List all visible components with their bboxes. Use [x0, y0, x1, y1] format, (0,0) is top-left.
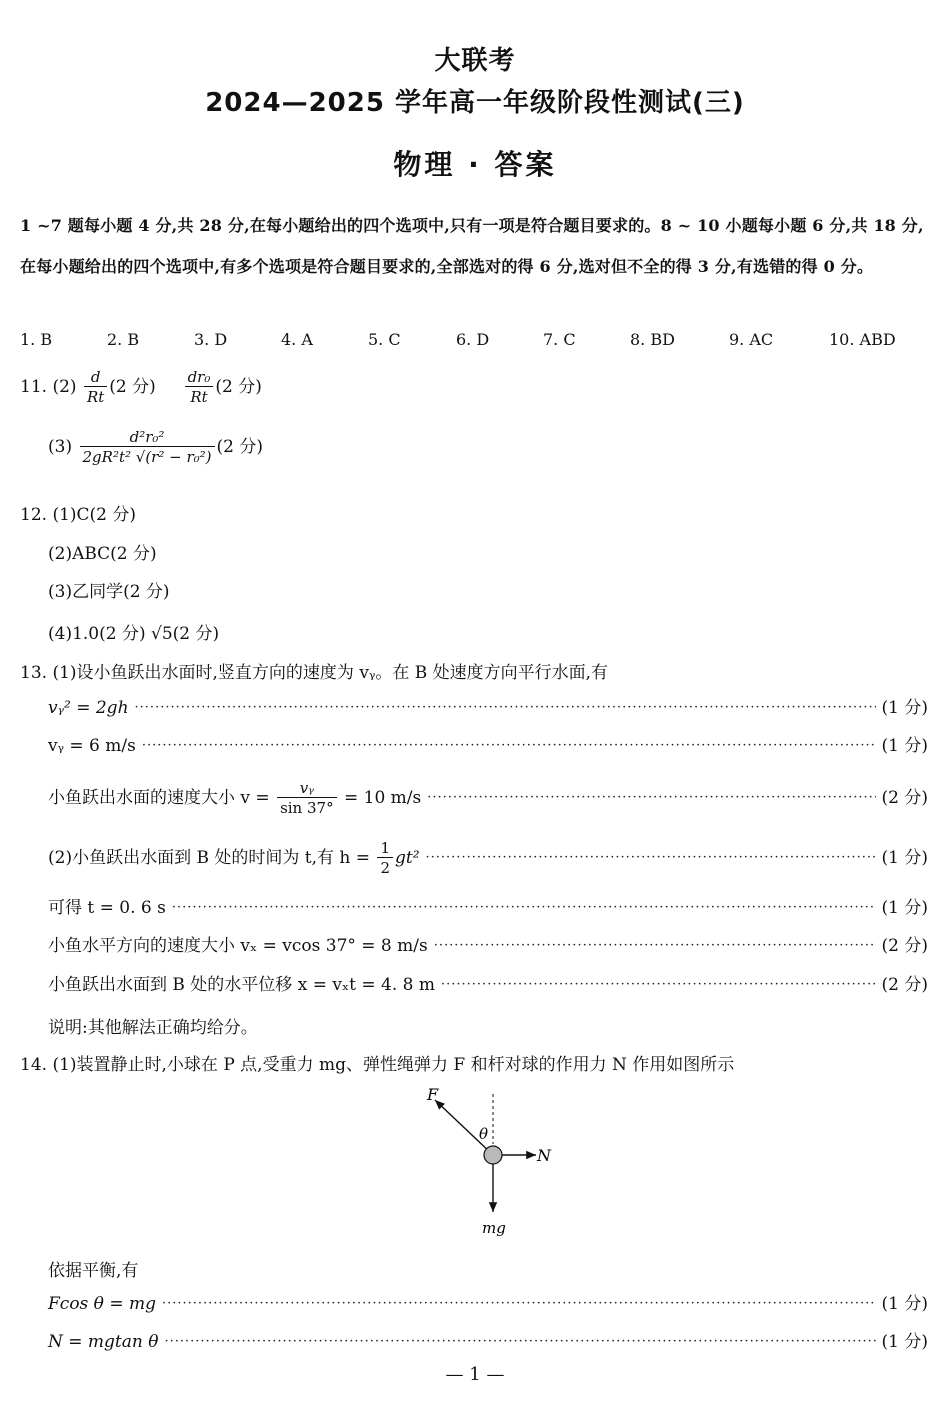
- force-diagram: [415, 1082, 575, 1242]
- q13-eq2-row: [48, 734, 928, 758]
- q14-eq1-row: [48, 1292, 928, 1316]
- q13-eq2-score: (1 分): [881, 736, 928, 756]
- q13-eq3: 小鱼跃出水面的速度大小 v = $\frac{\text{vᵧ}}{\sin 37^\circ}$ = 10 m/s: [48, 778, 422, 817]
- q13-intro: 13. (1)设小鱼跃出水面时,竖直方向的速度为 vᵧ。在 B 处速度方向平行水面,有: [20, 663, 609, 683]
- q11-p3-tag: (3): [48, 437, 73, 457]
- dot-leader: [162, 1292, 876, 1316]
- q14-label: 14.: [20, 1055, 48, 1075]
- q11-part3: [48, 428, 263, 467]
- q11-part2: [20, 368, 262, 407]
- q14-eq2: N = mgtan θ: [48, 1332, 159, 1352]
- q14-intro: 14. (1)装置静止时,小球在 P 点,受重力 mg、弹性绳弹力 F 和杆对球的作用力 N 作用如图所示: [20, 1055, 735, 1075]
- q13-eq7-row: [48, 973, 928, 997]
- q14-eq1: Fcos θ = mg: [48, 1294, 156, 1314]
- q13-eq3-score: (2 分): [881, 788, 928, 808]
- mc-answer-1: 1. B: [20, 330, 53, 349]
- q13-eq6-row: [48, 934, 928, 958]
- mc-answer-6: 6. D: [456, 330, 490, 349]
- q12-item-2: (2)ABC(2 分): [48, 544, 157, 564]
- mc-answer-8: 8. BD: [630, 330, 675, 349]
- label-theta: θ: [479, 1125, 489, 1143]
- q11-p2-tag: (2): [52, 377, 77, 397]
- q14-eq2-score: (1 分): [881, 1332, 928, 1352]
- dot-leader: [427, 786, 875, 810]
- label-n: N: [537, 1146, 551, 1165]
- dot-leader: [164, 1330, 875, 1354]
- q12-item-1: 12. (1)C(2 分): [20, 505, 137, 525]
- q13-eq7: 小鱼跃出水面到 B 处的水平位移 x = vₓt = 4. 8 m: [48, 975, 435, 995]
- q13-eq5: 可得 t = 0. 6 s: [48, 898, 166, 918]
- exam-title: 2024—2025 学年高一年级阶段性测试(三): [205, 88, 745, 118]
- mc-answer-9: 9. AC: [729, 330, 774, 349]
- q13-eq3-frac: $\frac{\text{vᵧ}}{\sin 37^\circ}$: [277, 779, 337, 818]
- q13-eq4-row: [48, 838, 928, 877]
- mc-answer-2: 2. B: [107, 330, 140, 349]
- q13-eq3-row: [48, 778, 928, 817]
- q13-eq4: (2)小鱼跃出水面到 B 处的时间为 t,有 h = $\frac{1}{2}$ gt²: [48, 838, 420, 877]
- q14-eq2-row: [48, 1330, 928, 1354]
- q13-eq2: vᵧ = 6 m/s: [48, 736, 136, 756]
- label-f: F: [427, 1085, 439, 1104]
- dot-leader: [135, 696, 876, 720]
- label-mg: mg: [482, 1219, 506, 1237]
- q13-note: 说明:其他解法正确均给分。: [48, 1018, 258, 1038]
- exam-org-title: 大联考: [434, 46, 516, 76]
- dot-leader: [172, 896, 876, 920]
- q11-p2-frac-b: $\frac{\text{dr₀}}{Rt}$: [185, 368, 214, 407]
- mc-answer-5: 5. C: [368, 330, 401, 349]
- q13-eq5-score: (1 分): [881, 898, 928, 918]
- q13-eq1-score: (1 分): [881, 698, 928, 718]
- q13-eq6-score: (2 分): [881, 936, 928, 956]
- q11-p3-score: (2 分): [216, 437, 263, 457]
- q12-item-4: (4)1.0(2 分) √5(2 分): [48, 624, 220, 644]
- q13-eq4-score: (1 分): [881, 848, 928, 868]
- ball: [484, 1146, 502, 1164]
- q14-eq1-score: (1 分): [881, 1294, 928, 1314]
- q11-p2-a-score: (2 分): [109, 377, 156, 397]
- mc-answer-3: 3. D: [194, 330, 228, 349]
- mc-answer-10: 10. ABD: [829, 330, 896, 349]
- q11-label: 11.: [20, 377, 48, 397]
- q13-eq6: 小鱼水平方向的速度大小 vₓ = vcos 37° = 8 m/s: [48, 936, 428, 956]
- q12-label: 12.: [20, 505, 48, 525]
- q13-eq1-row: [48, 696, 928, 720]
- q11-p2-frac-a: $\frac{d}{Rt}$: [84, 368, 107, 407]
- q11-p3-frac: $\frac{\text{d²r₀²}}{\text{2gR²t² √(r² − r₀²)}}$: [80, 428, 215, 467]
- dot-leader: [434, 934, 876, 958]
- dot-leader: [142, 734, 876, 758]
- q13-label: 13.: [20, 663, 48, 683]
- q12-item-3: (3)乙同学(2 分): [48, 582, 170, 602]
- q13-eq1: vᵧ² = 2gh: [48, 698, 129, 718]
- dot-leader: [441, 973, 876, 997]
- page-number: — 1 —: [445, 1364, 505, 1385]
- q13-eq4-frac: $\frac{1}{2}$: [377, 839, 393, 878]
- mc-answer-7: 7. C: [543, 330, 576, 349]
- q14-balance: 依据平衡,有: [48, 1261, 139, 1281]
- dot-leader: [426, 846, 876, 870]
- q11-p2-b-score: (2 分): [215, 377, 262, 397]
- subject-title: 物理 · 答案: [393, 148, 557, 181]
- instructions: 1 ~7 题每小题 4 分,共 28 分,在每小题给出的四个选项中,只有一项是符合题目要求的。8 ~ 10 小题每小题 6 分,共 18 分,在每小题给出的四个选项中,有多个选项是符合题目要求的,全部选对的得 6 分,选对但不全的得 3 分,有选错的得 0 分。: [20, 216, 924, 276]
- q13-eq5-row: [48, 896, 928, 920]
- q13-eq7-score: (2 分): [881, 975, 928, 995]
- mc-answer-4: 4. A: [281, 330, 313, 349]
